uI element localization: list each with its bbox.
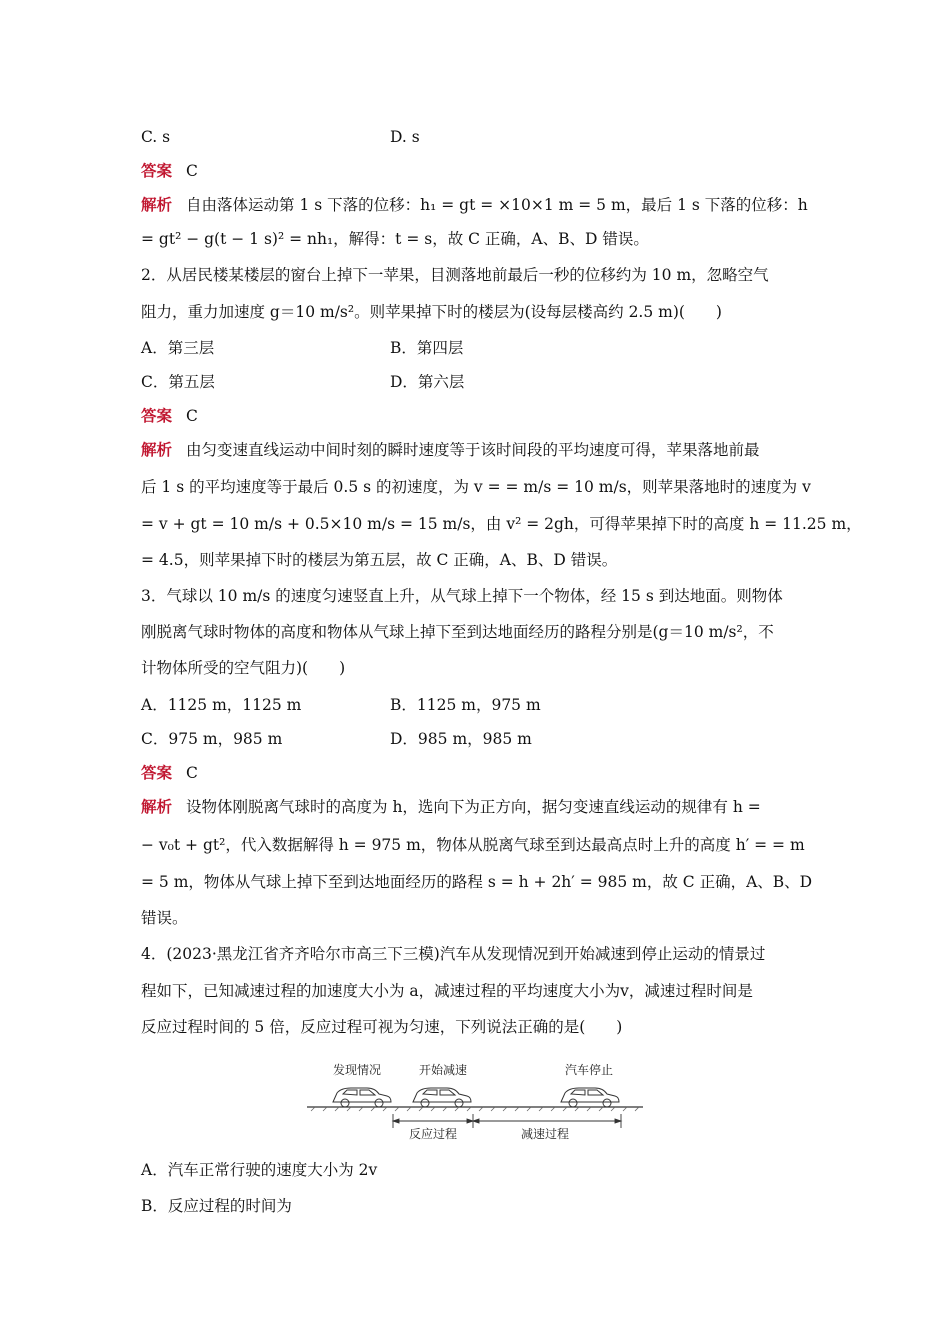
q2-option-d: D．第六层 [390, 373, 465, 391]
q1-answer: C [186, 162, 198, 180]
q3-stem-line-2: 刚脱离气球时物体的高度和物体从气球上掉下至到达地面经历的路程分别是(g＝10 m/s²，不 [141, 623, 774, 641]
q2-option-b: B．第四层 [390, 339, 464, 357]
q3-analysis-line-2: − v₀t + gt²，代入数据解得 h = 975 m，物体从脱离气球至到达最高点时上升的高度 h′ = = m [141, 836, 805, 854]
car-icon [333, 1088, 391, 1107]
q4-stem-line-3: 反应过程时间的 5 倍，反应过程可视为匀速，下列说法正确的是( ) [141, 1018, 623, 1036]
analysis-label: 解析 [141, 195, 173, 214]
q1-analysis-line-1 [141, 195, 808, 215]
q3-option-c: C．975 m，985 m [141, 730, 283, 748]
q2-analysis-line-3: = v + gt = 10 m/s + 0.5×10 m/s = 15 m/s，由 v² = 2gh，可得苹果掉下时的高度 h = 11.25 m， [141, 515, 862, 533]
figure-label-discover: 发现情况 [333, 1063, 382, 1077]
q4-option-b: B．反应过程的时间为 [141, 1197, 292, 1215]
q3-stem-line-3: 计物体所受的空气阻力)( ) [141, 659, 346, 677]
answer-label: 答案 [141, 763, 173, 782]
q4-stem-line-1: 4．(2023·黑龙江省齐齐哈尔市高三下三模)汽车从发现情况到开始减速到停止运动的情景过 [141, 945, 766, 963]
q3-answer-line [141, 763, 198, 783]
q2-analysis-line-2: 后 1 s 的平均速度等于最后 0.5 s 的初速度，为 v = = m/s = 10 m/s，则苹果落地时的速度为 v [141, 478, 811, 496]
q1-analysis-line-2: = gt² − g(t − 1 s)² = nh₁，解得：t = s，故 C 正确，A、B、D 错误。 [141, 230, 649, 248]
analysis-label: 解析 [141, 440, 173, 459]
figure-label-decel: 减速过程 [521, 1127, 570, 1141]
q2-analysis-line-4: = 4.5，则苹果掉下时的楼层为第五层，故 C 正确，A、B、D 错误。 [141, 551, 618, 569]
q2-option-c: C．第五层 [141, 373, 215, 391]
q1-analysis-text-1: 自由落体运动第 1 s 下落的位移：h₁ = gt = ×10×1 m = 5 m，最后 1 s 下落的位移：h [186, 196, 808, 214]
q2-option-a: A．第三层 [141, 339, 215, 357]
q3-answer: C [186, 764, 198, 782]
q1-option-c: C. s [141, 128, 171, 146]
q2-analysis-text-1: 由匀变速直线运动中间时刻的瞬时速度等于该时间段的平均速度可得，苹果落地前最 [186, 441, 760, 459]
q2-stem-line-1: 2．从居民楼某楼层的窗台上掉下一苹果，目测落地前最后一秒的位移约为 10 m，忽略空气 [141, 266, 769, 284]
q2-answer: C [186, 407, 198, 425]
q2-analysis-line-1 [141, 440, 760, 460]
figure-label-reaction: 反应过程 [409, 1127, 458, 1141]
q2-stem-line-2: 阻力，重力加速度 g＝10 m/s²。则苹果掉下时的楼层为(设每层楼高约 2.5 m)( ) [141, 303, 722, 321]
car-icon [413, 1088, 471, 1107]
car-icon [561, 1088, 619, 1107]
q3-stem-line-1: 3．气球以 10 m/s 的速度匀速竖直上升，从气球上掉下一个物体，经 15 s 到达地面。则物体 [141, 587, 783, 605]
answer-label: 答案 [141, 406, 173, 425]
q3-analysis-line-1 [141, 797, 761, 817]
analysis-label: 解析 [141, 797, 173, 816]
answer-label: 答案 [141, 161, 173, 180]
figure-label-start-brake: 开始减速 [419, 1063, 468, 1077]
interval-markers [393, 1114, 621, 1128]
q1-option-d: D. s [390, 128, 420, 146]
q1-answer-line [141, 161, 198, 181]
car-process-figure [305, 1058, 645, 1144]
q4-option-a: A．汽车正常行驶的速度大小为 2v [141, 1161, 378, 1179]
q3-analysis-line-4: 错误。 [141, 909, 188, 927]
q3-analysis-text-1: 设物体刚脱离气球时的高度为 h，选向下为正方向，据匀变速直线运动的规律有 h = [186, 798, 761, 816]
q3-option-b: B．1125 m，975 m [390, 696, 541, 714]
q3-option-d: D．985 m，985 m [390, 730, 532, 748]
q3-analysis-line-3: = 5 m，物体从气球上掉下至到达地面经历的路程 s = h + 2h′ = 985 m，故 C 正确，A、B、D [141, 873, 813, 891]
q4-stem-line-2: 程如下，已知减速过程的加速度大小为 a，减速过程的平均速度大小为v，减速过程时间是 [141, 982, 753, 1000]
q3-option-a: A．1125 m，1125 m [141, 696, 302, 714]
figure-label-stop: 汽车停止 [565, 1063, 614, 1077]
q2-answer-line [141, 406, 198, 426]
